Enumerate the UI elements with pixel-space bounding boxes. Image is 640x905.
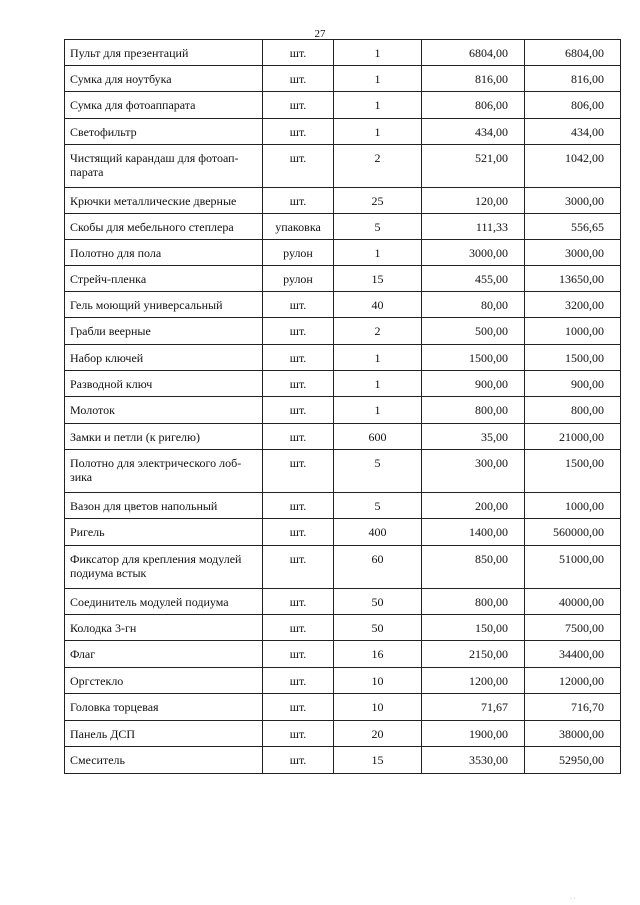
name-cell: Чистящий карандаш для фотоап- парата [65,145,263,188]
unit-cell: рулон [263,240,334,266]
name-cell: Колодка 3-гн [65,615,263,641]
unit-cell: рулон [263,266,334,292]
total-cell: 800,00 [525,397,621,424]
price-cell: 800,00 [422,589,525,615]
qty-cell: 5 [334,450,422,493]
unit-cell: шт. [263,668,334,694]
qty-cell: 1 [334,92,422,119]
name-cell: Пульт для презентаций [65,40,263,66]
unit-cell: шт. [263,747,334,774]
table-row [65,371,621,397]
price-cell: 1500,00 [422,345,525,371]
price-cell: 150,00 [422,615,525,641]
name-cell: Полотно для электрического лоб- зика [65,450,263,493]
table-row [65,188,621,214]
total-cell: 51000,00 [525,546,621,589]
table-row [65,721,621,747]
table-row [65,40,621,66]
unit-cell: шт. [263,292,334,318]
qty-cell: 1 [334,40,422,66]
price-cell: 1400,00 [422,519,525,546]
total-cell: 7500,00 [525,615,621,641]
qty-cell: 20 [334,721,422,747]
table-row [65,145,621,188]
name-cell: Сумка для ноутбука [65,66,263,92]
price-cell: 3000,00 [422,240,525,266]
qty-cell: 50 [334,589,422,615]
price-cell: 6804,00 [422,40,525,66]
unit-cell: упаковка [263,214,334,240]
price-cell: 80,00 [422,292,525,318]
price-cell: 800,00 [422,397,525,424]
price-cell: 1900,00 [422,721,525,747]
total-cell: 3000,00 [525,240,621,266]
unit-cell: шт. [263,519,334,546]
table-row [65,641,621,668]
table-row [65,747,621,774]
name-cell: Молоток [65,397,263,424]
total-cell: 1500,00 [525,450,621,493]
total-cell: 40000,00 [525,589,621,615]
table-row [65,92,621,119]
unit-cell: шт. [263,92,334,119]
table-row [65,589,621,615]
table-row [65,240,621,266]
price-cell: 500,00 [422,318,525,345]
qty-cell: 2 [334,145,422,188]
name-cell: Крючки металлические дверные [65,188,263,214]
qty-cell: 1 [334,371,422,397]
table-row [65,214,621,240]
name-cell: Полотно для пола [65,240,263,266]
name-cell: Оргстекло [65,668,263,694]
qty-cell: 10 [334,668,422,694]
price-cell: 521,00 [422,145,525,188]
total-cell: 560000,00 [525,519,621,546]
price-cell: 200,00 [422,493,525,519]
name-cell: Соединитель модулей подиума [65,589,263,615]
price-cell: 120,00 [422,188,525,214]
table-row [65,424,621,450]
price-cell: 455,00 [422,266,525,292]
total-cell: 12000,00 [525,668,621,694]
name-cell: Флаг [65,641,263,668]
scan-mark: · · [570,896,576,902]
total-cell: 6804,00 [525,40,621,66]
page-number: 27 [314,28,326,40]
total-cell: 716,70 [525,694,621,721]
unit-cell: шт. [263,694,334,721]
unit-cell: шт. [263,721,334,747]
price-cell: 3530,00 [422,747,525,774]
total-cell: 13650,00 [525,266,621,292]
name-cell: Набор ключей [65,345,263,371]
qty-cell: 10 [334,694,422,721]
name-cell: Вазон для цветов напольный [65,493,263,519]
name-cell: Стрейч-пленка [65,266,263,292]
qty-cell: 1 [334,397,422,424]
qty-cell: 1 [334,66,422,92]
table-row [65,318,621,345]
price-cell: 806,00 [422,92,525,119]
unit-cell: шт. [263,641,334,668]
total-cell: 806,00 [525,92,621,119]
unit-cell: шт. [263,145,334,188]
price-cell: 111,33 [422,214,525,240]
name-cell: Сумка для фотоаппарата [65,92,263,119]
price-cell: 300,00 [422,450,525,493]
price-cell: 434,00 [422,119,525,145]
qty-cell: 600 [334,424,422,450]
total-cell: 1000,00 [525,493,621,519]
total-cell: 34400,00 [525,641,621,668]
name-cell: Грабли веерные [65,318,263,345]
qty-cell: 5 [334,493,422,519]
price-cell: 816,00 [422,66,525,92]
unit-cell: шт. [263,450,334,493]
total-cell: 3200,00 [525,292,621,318]
name-cell: Светофильтр [65,119,263,145]
total-cell: 1042,00 [525,145,621,188]
qty-cell: 50 [334,615,422,641]
qty-cell: 5 [334,214,422,240]
price-table [64,39,621,774]
name-cell: Панель ДСП [65,721,263,747]
name-cell: Смеситель [65,747,263,774]
unit-cell: шт. [263,345,334,371]
unit-cell: шт. [263,546,334,589]
qty-cell: 15 [334,266,422,292]
total-cell: 21000,00 [525,424,621,450]
table-row [65,519,621,546]
qty-cell: 1 [334,240,422,266]
total-cell: 3000,00 [525,188,621,214]
total-cell: 816,00 [525,66,621,92]
total-cell: 434,00 [525,119,621,145]
table-row [65,668,621,694]
unit-cell: шт. [263,66,334,92]
table-row [65,292,621,318]
table-row [65,266,621,292]
qty-cell: 16 [334,641,422,668]
name-cell: Фиксатор для крепления модулей подиума встык [65,546,263,589]
total-cell: 1500,00 [525,345,621,371]
price-cell: 35,00 [422,424,525,450]
table-row [65,694,621,721]
name-cell: Ригель [65,519,263,546]
unit-cell: шт. [263,371,334,397]
qty-cell: 15 [334,747,422,774]
unit-cell: шт. [263,424,334,450]
table-row [65,493,621,519]
table-row [65,450,621,493]
table-row [65,66,621,92]
price-cell: 2150,00 [422,641,525,668]
qty-cell: 60 [334,546,422,589]
unit-cell: шт. [263,318,334,345]
name-cell: Замки и петли (к ригелю) [65,424,263,450]
qty-cell: 400 [334,519,422,546]
unit-cell: шт. [263,397,334,424]
qty-cell: 25 [334,188,422,214]
price-cell: 850,00 [422,546,525,589]
qty-cell: 1 [334,119,422,145]
qty-cell: 40 [334,292,422,318]
unit-cell: шт. [263,119,334,145]
name-cell: Разводной ключ [65,371,263,397]
name-cell: Головка торцевая [65,694,263,721]
price-cell: 71,67 [422,694,525,721]
total-cell: 52950,00 [525,747,621,774]
table-row [65,397,621,424]
table-row [65,345,621,371]
unit-cell: шт. [263,493,334,519]
total-cell: 1000,00 [525,318,621,345]
name-cell: Гель моющий универсальный [65,292,263,318]
unit-cell: шт. [263,188,334,214]
unit-cell: шт. [263,40,334,66]
unit-cell: шт. [263,589,334,615]
total-cell: 900,00 [525,371,621,397]
unit-cell: шт. [263,615,334,641]
price-cell: 900,00 [422,371,525,397]
table-row [65,615,621,641]
price-cell: 1200,00 [422,668,525,694]
table-row [65,546,621,589]
table-row [65,119,621,145]
total-cell: 556,65 [525,214,621,240]
qty-cell: 1 [334,345,422,371]
qty-cell: 2 [334,318,422,345]
name-cell: Скобы для мебельного степлера [65,214,263,240]
total-cell: 38000,00 [525,721,621,747]
